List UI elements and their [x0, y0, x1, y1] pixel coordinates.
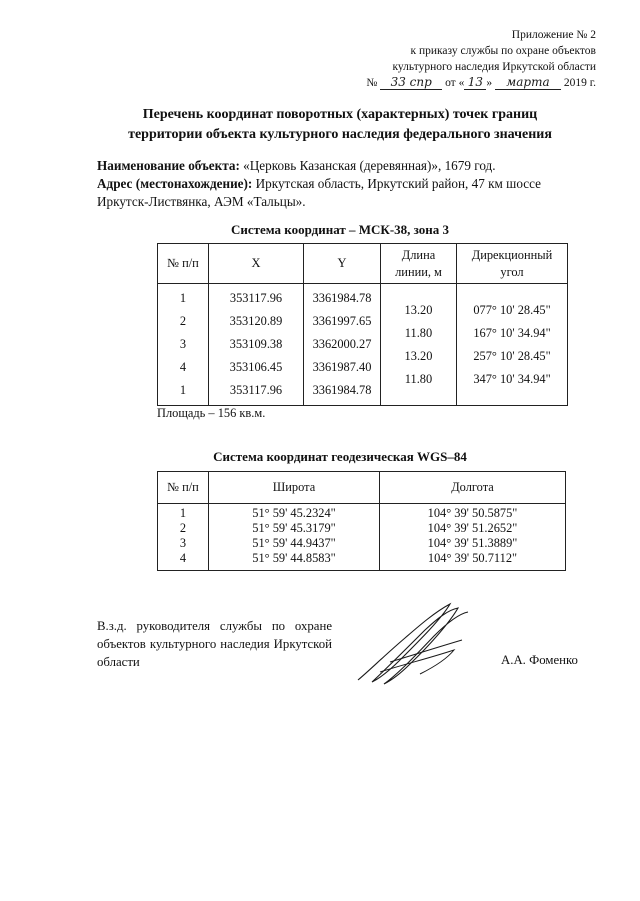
wgs-lon-column [380, 504, 566, 571]
wgs-point-lat: 51° 59' 44.8583" [252, 551, 336, 565]
wgs-point-lon: 104° 39' 51.3889" [427, 536, 518, 550]
wgs-point-lon: 104° 39' 50.7112" [427, 551, 518, 565]
msk-header-row [158, 244, 568, 284]
order-from-label: от « [445, 77, 465, 89]
annex-block [296, 27, 596, 91]
wgs-header-lat: Широта [209, 472, 380, 504]
wgs-point-lat: 51° 59' 44.9437" [252, 536, 336, 550]
order-no-prefix: № [366, 77, 378, 89]
object-name-value: «Церковь Казанская (деревянная)», 1679 год. [243, 158, 496, 173]
object-address-value: Иркутская область, Иркутский район, 47 км шоссе Иркутск-Листвянка, АЭМ «Тальцы». [97, 176, 541, 209]
wgs-num-column [158, 504, 209, 571]
handwritten-signature [350, 600, 475, 690]
title-line-2: территории объекта культурного наследия федерального значения [128, 127, 552, 142]
msk-header-length-1: Длина [401, 247, 436, 262]
msk-header-angle-2: угол [500, 264, 524, 279]
wgs-point-num: 1 [179, 506, 187, 520]
msk-header-length-2: линии, м [395, 264, 442, 279]
area-value: Площадь – 156 кв.м. [157, 406, 266, 420]
annex-line-2: к приказу службы по охране объектов [410, 45, 596, 57]
order-year: 2019 г. [563, 77, 596, 89]
wgs-system-title: Система координат геодезическая WGS–84 [213, 449, 467, 464]
msk-point-num: 4 [179, 360, 187, 374]
annex-line-1: Приложение № 2 [511, 29, 596, 41]
msk-point-num: 3 [179, 337, 187, 351]
msk-system-title: Система координат – МСК-38, зона 3 [230, 222, 450, 237]
msk-header-angle [457, 244, 568, 284]
msk-header-x: X [209, 244, 304, 284]
document-title [60, 105, 620, 145]
msk-point-y: 3361987.40 [312, 360, 372, 374]
wgs-header-lon: Долгота [380, 472, 566, 504]
msk-num-column [158, 284, 209, 406]
msk-point-num: 2 [179, 314, 187, 328]
msk-header-length [381, 244, 457, 284]
annex-line-3: культурного наследия Иркутской области [392, 61, 596, 73]
wgs-point-num: 3 [179, 536, 187, 550]
signatory-role: В.з.д. руководителя службы по охране объектов культурного наследия Иркутской области [97, 619, 332, 669]
wgs-point-lon: 104° 39' 51.2652" [427, 521, 518, 535]
wgs-header-num: № п/п [158, 472, 209, 504]
object-info [97, 157, 577, 211]
wgs-point-lat: 51° 59' 45.3179" [252, 521, 336, 535]
msk-point-x: 353117.96 [229, 383, 283, 397]
wgs-body-row [158, 504, 566, 571]
signatory-name: А.А. Фоменко [501, 653, 578, 667]
annex-order-line [296, 75, 596, 91]
msk-segment-length: 13.20 [404, 303, 433, 317]
wgs-point-num: 2 [179, 521, 187, 535]
wgs-lat-column [209, 504, 380, 571]
msk-point-x: 353109.38 [229, 337, 283, 351]
msk-header-y: Y [304, 244, 381, 284]
msk-segment-angle: 257° 10' 28.45" [473, 349, 551, 363]
msk-point-y: 3361984.78 [312, 383, 372, 397]
msk-header-num: № п/п [158, 244, 209, 284]
msk-point-num: 1 [179, 383, 187, 397]
object-name-line [97, 157, 577, 175]
msk-segment-length: 11.80 [404, 372, 433, 386]
msk-point-y: 3362000.27 [312, 337, 372, 351]
msk-point-x: 353106.45 [229, 360, 283, 374]
wgs-coordinates-table [157, 471, 566, 571]
msk-header-angle-1: Дирекционный [471, 247, 553, 262]
msk-body-row [158, 284, 568, 406]
msk-segment-angle: 077° 10' 28.45" [473, 303, 551, 317]
msk-length-column [381, 284, 457, 406]
wgs-point-lon: 104° 39' 50.5875" [427, 506, 518, 520]
msk-point-x: 353120.89 [229, 314, 283, 328]
msk-point-num: 1 [179, 291, 187, 305]
object-address-label: Адрес (местонахождение): [97, 176, 253, 191]
msk-y-column [304, 284, 381, 406]
msk-point-x: 353117.96 [229, 291, 283, 305]
msk-segment-angle: 167° 10' 34.94" [473, 326, 551, 340]
title-line-1: Перечень координат поворотных (характерных) точек границ [142, 107, 538, 122]
msk-segment-angle: 347° 10' 34.94" [473, 372, 551, 386]
msk-segment-length: 13.20 [404, 349, 433, 363]
wgs-header-row [158, 472, 566, 504]
order-quote-close: » [486, 77, 493, 89]
object-name-label: Наименование объекта: [97, 158, 240, 173]
msk-angle-column [457, 284, 568, 406]
order-number: 33 спр [380, 76, 442, 90]
wgs-point-lat: 51° 59' 45.2324" [252, 506, 336, 520]
order-day: 13 [464, 76, 486, 90]
object-address-line [97, 175, 577, 211]
order-month: марта [495, 76, 561, 90]
msk-coordinates-table [157, 243, 568, 406]
msk-x-column [209, 284, 304, 406]
msk-point-y: 3361984.78 [312, 291, 372, 305]
msk-point-y: 3361997.65 [312, 314, 372, 328]
wgs-point-num: 4 [179, 551, 187, 565]
msk-segment-length: 11.80 [404, 326, 433, 340]
